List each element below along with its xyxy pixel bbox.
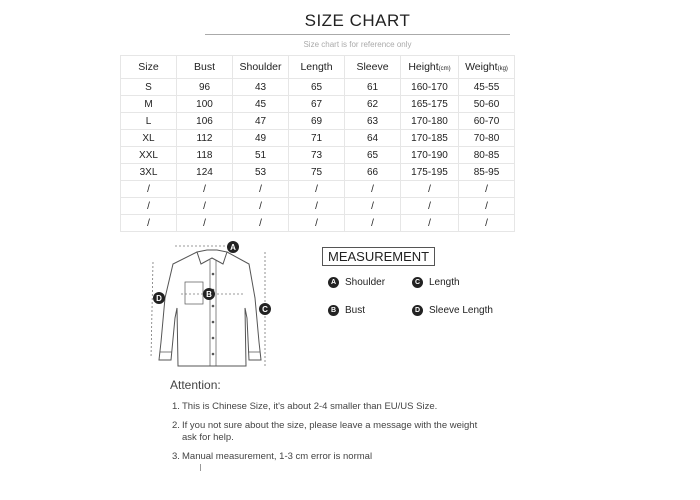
table-cell: 69 — [289, 113, 345, 130]
legend-label: Shoulder — [345, 277, 386, 288]
table-row — [121, 215, 515, 232]
table-row — [121, 113, 515, 130]
table-cell: 170-185 — [401, 130, 459, 147]
size-table — [120, 55, 515, 232]
size-chart-header — [205, 10, 510, 49]
table-cell: / — [177, 198, 233, 215]
attention-text: This is Chinese Size, it's about 2-4 smaller than EU/US Size. — [182, 401, 438, 412]
table-cell: 64 — [345, 130, 401, 147]
table-cell: / — [459, 215, 515, 232]
attention-item — [172, 420, 482, 444]
table-cell: 45-55 — [459, 79, 515, 96]
letter-c-icon: C — [412, 277, 423, 288]
table-row — [121, 79, 515, 96]
table-row — [121, 181, 515, 198]
table-cell: 67 — [289, 96, 345, 113]
table-cell: 53 — [233, 164, 289, 181]
legend-shoulder — [328, 277, 385, 288]
table-cell: 43 — [233, 79, 289, 96]
legend-label: Sleeve Length — [429, 305, 493, 316]
header-bust: Bust — [177, 56, 233, 79]
table-cell: / — [121, 215, 177, 232]
table-cell: 3XL — [121, 164, 177, 181]
table-cell: / — [233, 181, 289, 198]
table-cell: 106 — [177, 113, 233, 130]
table-cell: / — [459, 198, 515, 215]
attention-title: Attention: — [170, 378, 221, 392]
table-cell: 160-170 — [401, 79, 459, 96]
header-weight — [459, 56, 515, 79]
table-cell: / — [401, 198, 459, 215]
attention-number: 1. — [172, 401, 180, 412]
table-cell: / — [289, 198, 345, 215]
header-height-label: Height — [408, 61, 439, 73]
page-subtitle: Size chart is for reference only — [303, 40, 412, 49]
table-cell: 73 — [289, 147, 345, 164]
marker-a-label: A — [230, 243, 236, 252]
table-header-row — [121, 56, 515, 79]
measurement-title: MEASUREMENT — [322, 247, 435, 266]
attention-text: Manual measurement, 1-3 cm error is normal — [182, 451, 373, 462]
table-row — [121, 130, 515, 147]
marker-c-label: C — [262, 305, 268, 314]
letter-d-icon: D — [412, 305, 423, 316]
attention-item — [172, 401, 482, 413]
table-cell: / — [289, 181, 345, 198]
attention-number: 3. — [172, 451, 180, 462]
marker-b-label: B — [206, 290, 212, 299]
legend-label: Bust — [345, 305, 366, 316]
table-cell: / — [233, 215, 289, 232]
table-cell: 65 — [345, 147, 401, 164]
table-row — [121, 96, 515, 113]
page-title: SIZE CHART — [304, 11, 411, 30]
attention-text: If you not sure about the size, please leave a message with the weight ask for help. — [182, 420, 478, 443]
table-cell: 60-70 — [459, 113, 515, 130]
header-weight-label: Weight — [465, 61, 498, 73]
table-cell: 66 — [345, 164, 401, 181]
table-cell: / — [401, 215, 459, 232]
table-cell: / — [177, 181, 233, 198]
table-cell: 75 — [289, 164, 345, 181]
table-cell: / — [177, 215, 233, 232]
table-cell: 96 — [177, 79, 233, 96]
table-cell: 51 — [233, 147, 289, 164]
marker-a — [227, 241, 239, 253]
text-cursor-mark — [200, 464, 201, 471]
attention-number: 2. — [172, 420, 180, 431]
table-cell: 85-95 — [459, 164, 515, 181]
legend-bust — [328, 305, 365, 316]
table-cell: 50-60 — [459, 96, 515, 113]
table-cell: / — [345, 215, 401, 232]
marker-d-label: D — [156, 294, 162, 303]
table-cell: M — [121, 96, 177, 113]
table-cell: 65 — [289, 79, 345, 96]
table-cell: / — [233, 198, 289, 215]
table-cell: L — [121, 113, 177, 130]
table-cell: 45 — [233, 96, 289, 113]
table-cell: / — [121, 181, 177, 198]
legend-length — [412, 277, 460, 288]
legend-label: Length — [429, 277, 460, 288]
table-row — [121, 164, 515, 181]
table-cell: 49 — [233, 130, 289, 147]
table-cell: 170-190 — [401, 147, 459, 164]
marker-d — [153, 292, 165, 304]
header-height — [401, 56, 459, 79]
table-cell: / — [345, 181, 401, 198]
shirt-measurement-diagram — [145, 238, 280, 373]
table-cell: 165-175 — [401, 96, 459, 113]
table-cell: 61 — [345, 79, 401, 96]
table-cell: XL — [121, 130, 177, 147]
table-cell: / — [401, 181, 459, 198]
header-shoulder: Shoulder — [233, 56, 289, 79]
marker-b — [203, 288, 215, 300]
table-cell: 80-85 — [459, 147, 515, 164]
table-cell: 124 — [177, 164, 233, 181]
table-cell: 62 — [345, 96, 401, 113]
table-row — [121, 147, 515, 164]
table-cell: 71 — [289, 130, 345, 147]
attention-item — [172, 451, 482, 463]
table-cell: / — [345, 198, 401, 215]
table-cell: 175-195 — [401, 164, 459, 181]
header-height-unit: (cm) — [438, 66, 451, 72]
table-cell: 47 — [233, 113, 289, 130]
letter-b-icon: B — [328, 305, 339, 316]
table-cell: XXL — [121, 147, 177, 164]
letter-a-icon: A — [328, 277, 339, 288]
table-cell: 100 — [177, 96, 233, 113]
table-cell: 118 — [177, 147, 233, 164]
table-cell: 170-180 — [401, 113, 459, 130]
table-cell: S — [121, 79, 177, 96]
table-cell: / — [121, 198, 177, 215]
table-cell: / — [459, 181, 515, 198]
marker-c — [259, 303, 271, 315]
legend-sleeve-length — [412, 305, 493, 316]
table-cell: 112 — [177, 130, 233, 147]
table-cell: / — [289, 215, 345, 232]
header-length: Length — [289, 56, 345, 79]
header-size: Size — [121, 56, 177, 79]
header-weight-unit: (kg) — [497, 66, 508, 72]
title-divider — [205, 34, 510, 35]
table-row — [121, 198, 515, 215]
header-sleeve: Sleeve — [345, 56, 401, 79]
table-cell: 63 — [345, 113, 401, 130]
table-cell: 70-80 — [459, 130, 515, 147]
